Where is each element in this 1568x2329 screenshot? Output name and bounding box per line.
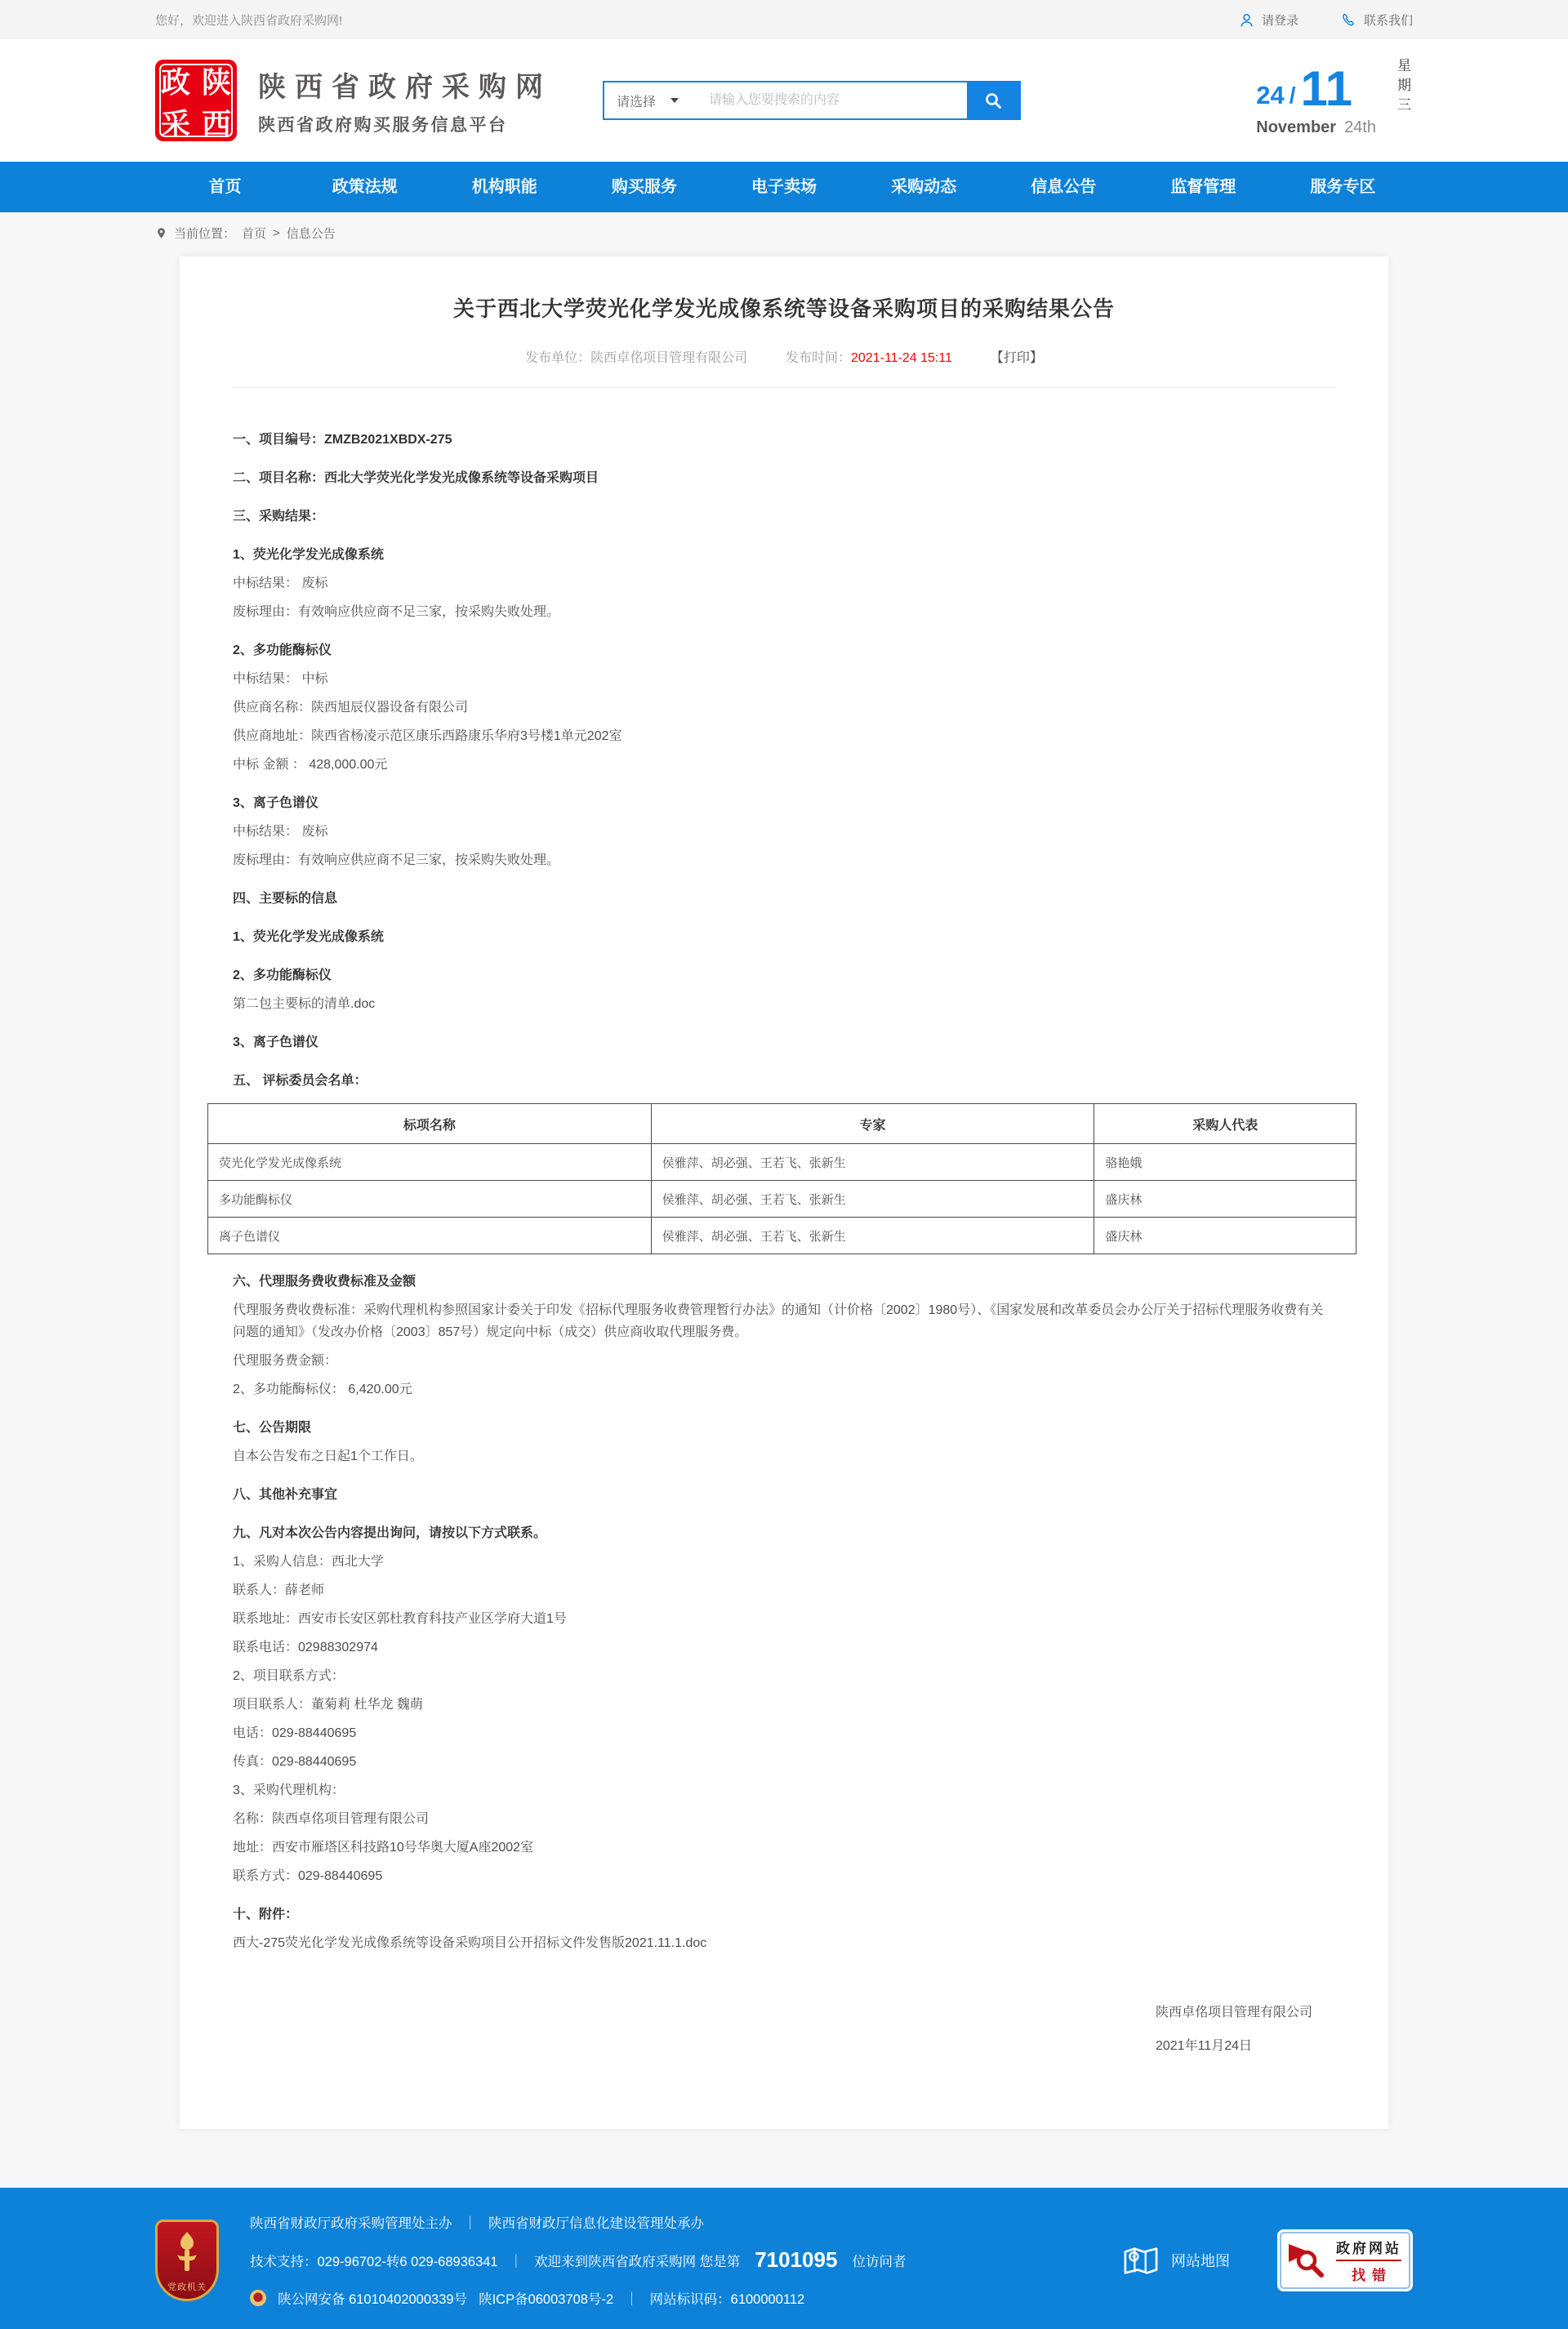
breadcrumb xyxy=(0,212,1568,252)
welcome-text: 您好，欢迎进入陕西省政府采购网! xyxy=(155,13,343,28)
paragraph: 地址：西安市雁塔区科技路10号华奥大厦A座2002室 xyxy=(233,1841,534,1855)
article-meta xyxy=(233,347,1335,366)
publisher-label: 发布单位： xyxy=(525,351,591,365)
date-day-ordinal: 24th xyxy=(1344,118,1376,136)
print-button[interactable]: 【打印】 xyxy=(990,351,1043,365)
user-icon xyxy=(1239,12,1254,28)
table-cell: 多功能酶标仪 xyxy=(208,1181,652,1218)
paragraph: 七、公告期限 xyxy=(233,1421,312,1435)
date-month-number: 11 xyxy=(1300,60,1352,116)
paragraph: 1、采购人信息：西北大学 xyxy=(233,1555,384,1569)
paragraph: 3、离子色谱仪 xyxy=(233,1035,318,1049)
publisher-value: 陕西卓佲项目管理有限公司 xyxy=(590,351,748,365)
footer-undertaker: 陕西省财政厅信息化建设管理处承办 xyxy=(488,2216,704,2231)
article-body xyxy=(219,388,1335,2068)
date-day: 24 xyxy=(1256,80,1285,109)
publish-time-label: 发布时间： xyxy=(786,351,852,365)
sitemap-link[interactable] xyxy=(1122,2243,1230,2278)
logo-char: 政 xyxy=(160,66,190,99)
paragraph: 3、离子色谱仪 xyxy=(233,796,318,810)
site-footer xyxy=(0,2188,1568,2329)
paragraph: 三、采购结果： xyxy=(233,510,325,523)
footer-line-sponsor xyxy=(250,2212,906,2232)
footer-separator: ｜ xyxy=(625,2292,639,2307)
paragraph: 2、项目联系方式： xyxy=(233,1669,345,1683)
search-button[interactable] xyxy=(967,82,1019,118)
gov-site-error-report-badge[interactable] xyxy=(1277,2229,1413,2291)
nav-item[interactable]: 信息公告 xyxy=(1031,178,1097,196)
search-icon xyxy=(983,91,1003,110)
paragraph: 项目联系人：董菊莉 杜华龙 魏萌 xyxy=(233,1698,423,1712)
column-header: 标项名称 xyxy=(208,1104,652,1144)
paragraph: 自本公告发布之日起1个工作日。 xyxy=(233,1450,423,1463)
nav-item[interactable]: 机构职能 xyxy=(471,178,537,196)
nav-item[interactable]: 首页 xyxy=(208,178,242,196)
footer-tech-support: 技术支持：029-96702-转6 029-68936341 xyxy=(250,2254,498,2269)
nav-item[interactable]: 服务专区 xyxy=(1310,178,1376,196)
paragraph: 西大-275荧光化学发光成像系统等设备采购项目公开招标文件发售版2021.11.1.doc xyxy=(233,1936,707,1950)
table-header-row xyxy=(208,1104,1356,1144)
table-cell: 荧光化学发光成像系统 xyxy=(208,1144,652,1181)
chevron-down-icon xyxy=(670,98,679,103)
paragraph: 名称：陕西卓佲项目管理有限公司 xyxy=(233,1812,430,1826)
paragraph: 联系电话：02988302974 xyxy=(233,1641,378,1654)
paragraph: 中标结果： 废标 xyxy=(233,577,328,590)
login-button[interactable] xyxy=(1239,11,1298,29)
paragraph: 供应商名称：陕西旭辰仪器设备有限公司 xyxy=(233,701,469,715)
signature-block xyxy=(233,2002,1335,2068)
torch-icon xyxy=(171,2230,203,2278)
table-row xyxy=(208,1144,1356,1181)
paragraph: 2、多功能酶标仪： 6,420.00元 xyxy=(233,1383,412,1396)
table-row xyxy=(208,1218,1356,1254)
breadcrumb-label: 当前位置： xyxy=(174,227,236,241)
paragraph: 联系地址：西安市长安区郭杜教育科技产业区学府大道1号 xyxy=(233,1612,567,1626)
public-security-badge-icon xyxy=(250,2290,266,2306)
site-name: 陕西省政府采购网 xyxy=(258,72,552,103)
paragraph: 一、项目编号：ZMZB2021XBDX-275 xyxy=(233,433,452,447)
sitemap-label: 网站地图 xyxy=(1171,2252,1230,2269)
paragraph: 四、主要标的信息 xyxy=(233,892,338,906)
paragraph: 联系人：薛老师 xyxy=(233,1583,325,1597)
table-cell: 盛庆林 xyxy=(1094,1218,1356,1254)
paragraph: 十、附件： xyxy=(233,1908,299,1922)
footer-sponsor: 陕西省财政厅政府采购管理处主办 xyxy=(250,2216,452,2231)
map-icon xyxy=(1122,2243,1160,2278)
table-row xyxy=(208,1181,1356,1218)
publish-time-value: 2021-11-24 15:11 xyxy=(851,351,952,365)
paragraph: 2、多功能酶标仪 xyxy=(233,969,332,982)
badge-title: 政府网站 xyxy=(1336,2237,1401,2261)
column-header: 采购人代表 xyxy=(1094,1104,1356,1144)
paragraph: 六、代理服务费收费标准及金额 xyxy=(233,1275,416,1289)
footer-separator: ｜ xyxy=(463,2216,477,2231)
contact-label: 联系我们 xyxy=(1363,13,1413,28)
search-bar xyxy=(603,81,1021,120)
paragraph: 中标结果： 废标 xyxy=(233,825,328,839)
paragraph: 1、荧光化学发光成像系统 xyxy=(233,548,384,562)
paragraph: 联系方式：029-88440695 xyxy=(233,1869,383,1883)
emblem-label: 党政机关 xyxy=(167,2282,207,2292)
signature-company: 陕西卓佲项目管理有限公司 xyxy=(1155,2006,1312,2020)
paragraph: 第二包主要标的清单.doc xyxy=(233,997,376,1011)
signature-date: 2021年11月24日 xyxy=(1155,2039,1252,2053)
phone-icon xyxy=(1341,12,1356,28)
page-title: 关于西北大学荧光化学发光成像系统等设备采购项目的采购结果公告 xyxy=(452,296,1115,321)
footer-line-support xyxy=(250,2247,906,2273)
table-cell: 盛庆林 xyxy=(1094,1181,1356,1218)
search-category-select[interactable] xyxy=(604,82,704,118)
logo-char: 陕 xyxy=(201,66,231,99)
evaluation-committee-table xyxy=(207,1103,1356,1254)
paragraph: 废标理由：有效响应供应商不足三家，按采购失败处理。 xyxy=(233,605,560,619)
date-weekday: 星期三 xyxy=(1395,58,1410,117)
footer-visitor-text: 欢迎来到陕西省政府采购网 您是第 xyxy=(534,2254,741,2269)
table-cell: 侯雅萍、胡必强、王若飞、张新生 xyxy=(651,1144,1094,1181)
column-header: 专家 xyxy=(651,1104,1094,1144)
badge-subtitle: 找错 xyxy=(1352,2267,1392,2283)
icp-registration[interactable]: 陕ICP备06003708号-2 xyxy=(479,2292,614,2307)
date-month-name: November xyxy=(1256,118,1337,136)
visitor-counter: 7101095 xyxy=(755,2247,838,2272)
paragraph: 九、凡对本次公告内容提出询问，请按以下方式联系。 xyxy=(233,1526,547,1540)
paragraph: 供应商地址：陕西省杨凌示范区康乐西路康乐华府3号楼1单元202室 xyxy=(233,729,622,743)
paragraph: 传真：029-88440695 xyxy=(233,1755,357,1769)
breadcrumb-home-link[interactable]: 首页 xyxy=(242,227,267,241)
logo-char: 采 xyxy=(160,108,190,140)
breadcrumb-current[interactable]: 信息公告 xyxy=(286,227,336,241)
nav-item[interactable]: 电子卖场 xyxy=(751,178,817,196)
search-select-label: 请选择 xyxy=(617,95,657,109)
paragraph: 二、项目名称：西北大学荧光化学发光成像系统等设备采购项目 xyxy=(233,471,599,485)
nav-item[interactable]: 政策法规 xyxy=(332,178,398,196)
find-error-icon xyxy=(1285,2241,1328,2280)
contact-button[interactable] xyxy=(1341,11,1413,29)
table-cell: 骆艳娥 xyxy=(1094,1144,1356,1181)
logo-char: 西 xyxy=(201,108,231,140)
login-label: 请登录 xyxy=(1261,13,1298,28)
site-identification-code: 网站标识码：6100000112 xyxy=(649,2292,805,2307)
paragraph: 1、荧光化学发光成像系统 xyxy=(233,930,384,944)
date-widget xyxy=(1256,58,1413,143)
paragraph: 中标 金额 ： 428,000.00元 xyxy=(233,758,388,772)
main-nav xyxy=(0,162,1568,212)
table-cell: 离子色谱仪 xyxy=(208,1218,652,1254)
footer-separator: ｜ xyxy=(509,2254,523,2269)
table-cell: 侯雅萍、胡必强、王若飞、张新生 xyxy=(651,1181,1094,1218)
breadcrumb-separator: > xyxy=(273,226,280,240)
footer-line-registration xyxy=(250,2288,906,2308)
paragraph: 五、 评标委员会名单： xyxy=(233,1074,368,1088)
paragraph: 电话：029-88440695 xyxy=(233,1726,357,1740)
site-header xyxy=(0,39,1568,162)
article-card xyxy=(180,256,1388,2129)
paragraph: 八、其他补充事宜 xyxy=(233,1488,338,1502)
date-separator: / xyxy=(1289,82,1296,108)
table-cell: 侯雅萍、胡必强、王若飞、张新生 xyxy=(651,1218,1094,1254)
nav-item[interactable]: 购买服务 xyxy=(611,178,677,196)
top-bar xyxy=(0,0,1568,39)
paragraph: 中标结果： 中标 xyxy=(233,672,328,686)
nav-item[interactable]: 采购动态 xyxy=(891,178,957,196)
public-security-registration[interactable]: 陕公网安备 61010402000339号 xyxy=(278,2292,468,2307)
footer-visitor-suffix: 位访问者 xyxy=(852,2254,906,2269)
nav-item[interactable]: 监督管理 xyxy=(1170,178,1236,196)
paragraph: 废标理由：有效响应供应商不足三家，按采购失败处理。 xyxy=(233,853,560,867)
site-subtitle: 陕西省政府购买服务信息平台 xyxy=(258,116,508,135)
paragraph: 2、多功能酶标仪 xyxy=(233,643,332,657)
paragraph: 3、采购代理机构： xyxy=(233,1783,345,1797)
paragraph: 代理服务费金额： xyxy=(233,1354,338,1368)
paragraph: 代理服务费收费标准：采购代理机构参照国家计委关于印发《招标代理服务收费管理暂行办法》的通知（计价格〔2002〕1980号）、《国家发展和改革委员会办公厅关于招标代理服务收费有关问题的通知》（发改办价格〔2003〕857号）规定向中标（成交）供应商收取代理服务费。 xyxy=(233,1303,1324,1339)
search-input[interactable] xyxy=(704,82,967,118)
site-logo xyxy=(155,60,237,141)
location-pin-icon xyxy=(155,226,167,240)
party-government-emblem xyxy=(155,2220,219,2301)
